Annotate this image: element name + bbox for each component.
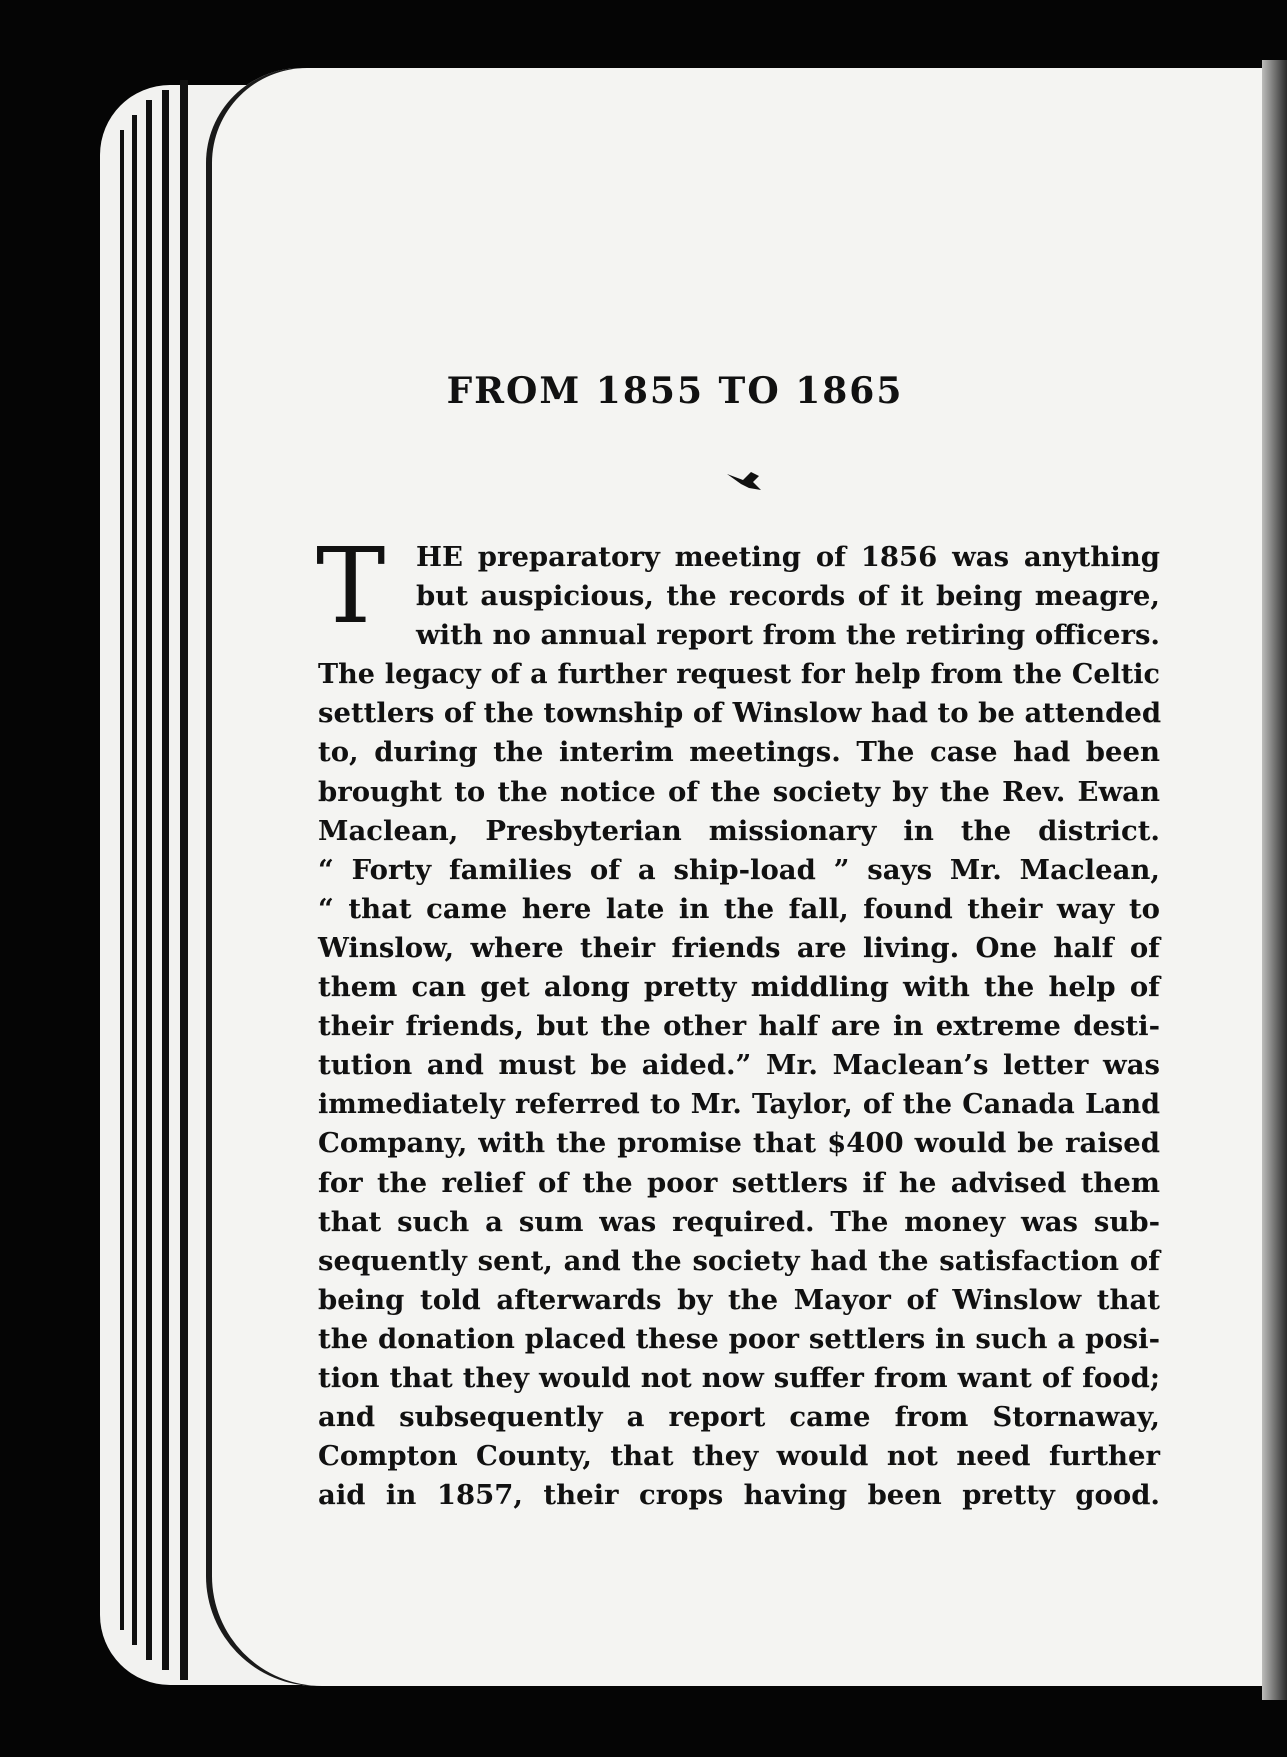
- text-line: settlers of the township of Winslow had to be attended: [318, 697, 1162, 730]
- text-line: to, during the interim meetings. The case had been: [318, 736, 1160, 769]
- text-line: HE preparatory meeting of 1856 was anything: [416, 541, 1160, 573]
- text-line: brought to the notice of the society by the Rev. Ewan: [318, 775, 1160, 808]
- page-title: FROM 1855 TO 1865: [446, 370, 904, 412]
- text-line: tion that they would not now suffer from want of food;: [318, 1361, 1160, 1394]
- text-line: immediately referred to Mr. Taylor, of the Canada Land: [318, 1089, 1160, 1121]
- text-line: Company, with the promise that $400 would be raised: [318, 1127, 1160, 1160]
- fleuron-icon: [725, 466, 765, 494]
- text-line: their friends, but the other half are in extreme desti-: [318, 1010, 1160, 1043]
- text-line: “ Forty families of a ship-load ” says Mr. Maclean,: [318, 853, 1160, 886]
- text-line: Maclean, Presbyterian missionary in the district.: [318, 814, 1160, 847]
- page-gutter-shadow: [1262, 60, 1287, 1700]
- text-line: but auspicious, the records of it being meagre,: [416, 580, 1160, 613]
- text-line: them can get along pretty middling with the help of: [318, 971, 1160, 1004]
- page-edge-line: [120, 130, 124, 1630]
- text-line: Compton County, that they would not need further: [318, 1440, 1160, 1473]
- text-line: that such a sum was required. The money was sub-: [318, 1205, 1160, 1238]
- page-edge-line: [162, 90, 169, 1670]
- body-paragraph: [318, 538, 1160, 1515]
- page-edge-line: [132, 115, 137, 1645]
- text-line: for the relief of the poor settlers if he advised them: [318, 1166, 1160, 1199]
- text-line: and subsequently a report came from Stornaway,: [318, 1401, 1160, 1434]
- text-line: sequently sent, and the society had the satisfaction of: [318, 1244, 1160, 1277]
- text-line: tution and must be aided.” Mr. Maclean’s letter was: [318, 1049, 1160, 1082]
- page-edge-line: [146, 100, 152, 1660]
- page-edge-line: [180, 80, 188, 1680]
- text-line: the donation placed these poor settlers in such a posi-: [318, 1322, 1160, 1355]
- text-line: The legacy of a further request for help from the Celtic: [318, 659, 1160, 691]
- text-line: aid in 1857, their crops having been pretty good.: [318, 1479, 1160, 1512]
- drop-cap: T: [316, 525, 386, 647]
- text-line: “ that came here late in the fall, found their way to: [318, 892, 1160, 925]
- text-line: Winslow, where their friends are living. One half of: [318, 931, 1160, 964]
- text-line: with no annual report from the retiring officers.: [416, 619, 1160, 652]
- text-line: being told afterwards by the Mayor of Winslow that: [318, 1283, 1160, 1316]
